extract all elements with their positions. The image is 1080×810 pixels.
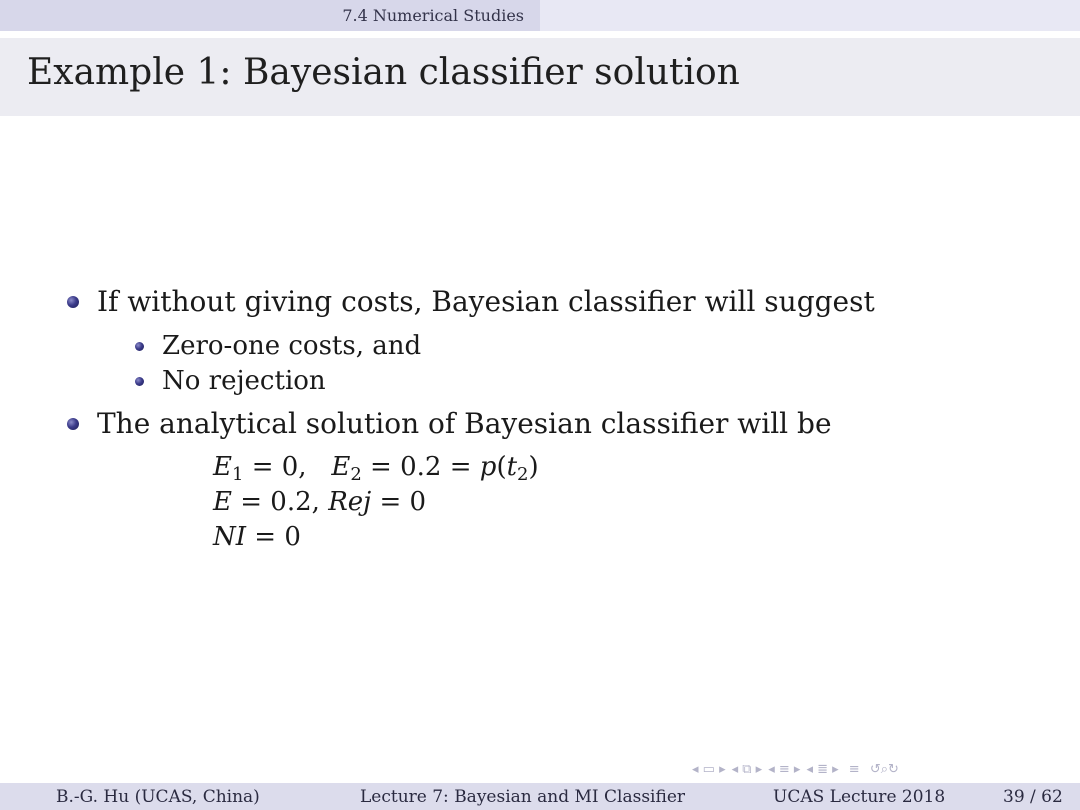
bullet-item (67, 407, 832, 440)
math-op: = 0, (243, 452, 332, 482)
equation-line (213, 487, 426, 517)
sub-bullet-icon (135, 342, 144, 351)
bullet-icon (67, 296, 79, 308)
frame-title-bar (0, 38, 1080, 116)
math-subscript: 2 (350, 464, 362, 485)
frame-title: Example 1: Bayesian classifier solution (27, 52, 740, 93)
math-op: = 0 (246, 522, 301, 552)
footer-lecture-title: Lecture 7: Bayesian and MI Classifier (360, 787, 686, 807)
math-var: E (213, 487, 232, 517)
bullet-text: The analytical solution of Bayesian classifier will be (97, 407, 832, 440)
sub-bullet-text: Zero-one costs, and (162, 331, 422, 361)
math-var: E (331, 452, 351, 482)
section-label: 7.4 Numerical Studies (342, 6, 524, 25)
page-number: 39 / 62 (1003, 787, 1063, 807)
math-op: = 0 (371, 487, 427, 517)
nav-prev-icon[interactable]: ◂ ⧉ ▸ (731, 761, 763, 777)
nav-section-icon[interactable]: ◂ ≡ ▸ (768, 761, 801, 777)
math-op: = 0.2, (231, 487, 329, 517)
top-navigation-bar (0, 0, 1080, 31)
math-var: p (479, 452, 497, 482)
math-var: Rej (328, 487, 372, 517)
nav-subsection-icon[interactable]: ◂ ≣ ▸ (806, 761, 839, 777)
math-var: NI (213, 522, 247, 552)
math-subscript: 2 (517, 464, 529, 485)
math-subscript: 1 (231, 464, 244, 485)
sub-bullet-text: No rejection (162, 366, 326, 396)
nav-next-icon[interactable]: ≡ (844, 761, 864, 777)
section-link[interactable] (0, 0, 540, 31)
math-var: t (506, 452, 518, 482)
footer-venue: UCAS Lecture 2018 (773, 787, 946, 807)
math-op: = 0.2 = (361, 452, 480, 482)
footer-author: B.-G. Hu (UCAS, China) (56, 787, 260, 807)
sub-bullet-item (135, 331, 421, 361)
bullet-text: If without giving costs, Bayesian classifier will suggest (97, 285, 875, 318)
footer-bar (0, 783, 1080, 810)
sub-bullet-icon (135, 377, 144, 386)
nav-search-icon[interactable]: ↺⌕↻ (869, 761, 899, 777)
equation-line (213, 522, 301, 552)
bullet-icon (67, 418, 79, 430)
sub-bullet-item (135, 366, 326, 396)
bullet-item (67, 285, 875, 318)
nav-first-icon[interactable]: ◂ ▭ ▸ (692, 761, 726, 777)
math-var: E (213, 452, 232, 482)
equation-line: $E_1 = 0$, $E_2 = 0.2 = p(t_2)$ (213, 452, 539, 485)
navigation-symbols (692, 760, 1072, 778)
